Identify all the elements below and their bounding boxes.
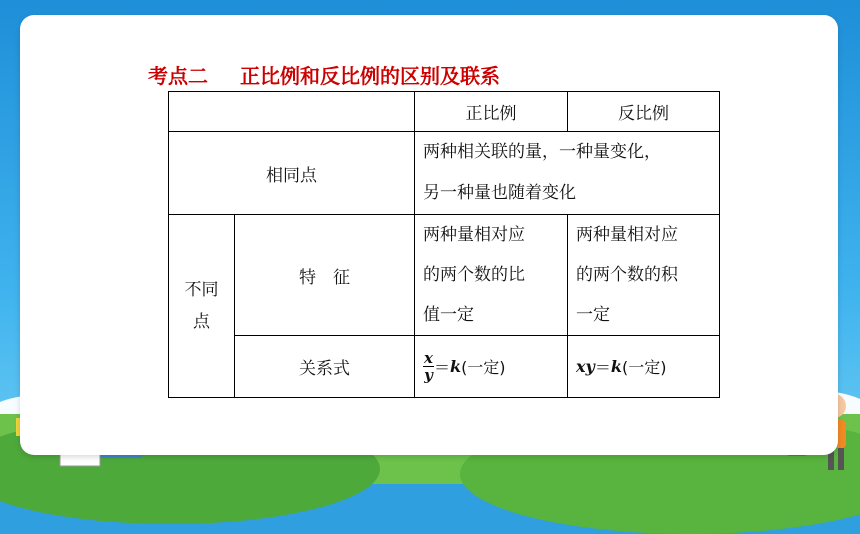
feature-label: 特 征 xyxy=(235,215,415,336)
equals-sign: ＝ xyxy=(433,358,450,377)
feature-direct-line: 的两个数的比 xyxy=(423,265,525,285)
table-row-same xyxy=(169,132,720,215)
diff-label-line-1: 不同 xyxy=(184,280,219,300)
constant-note: (一定) xyxy=(621,358,667,377)
table-header-row xyxy=(169,92,720,132)
product-xy: xy xyxy=(576,357,595,376)
table-row-feature xyxy=(169,215,720,336)
header-direct-proportion: 正比例 xyxy=(415,92,568,132)
comparison-table xyxy=(168,91,720,398)
feature-inverse xyxy=(568,215,720,336)
constant-k: k xyxy=(449,357,462,376)
feature-direct-line: 两种量相对应 xyxy=(423,225,525,245)
same-label: 相同点 xyxy=(169,132,415,215)
section-number: 考点二 xyxy=(148,64,208,88)
fraction-numerator: x xyxy=(424,349,433,367)
diff-label xyxy=(169,215,235,398)
fraction-x-over-y xyxy=(423,350,434,383)
section-heading: 正比例和反比例的区别及联系 xyxy=(240,64,500,88)
constant-k: k xyxy=(610,357,622,376)
relation-direct-formula xyxy=(415,336,568,398)
feature-inverse-line: 两种量相对应 xyxy=(576,225,678,245)
diff-label-line-2: 点 xyxy=(193,312,210,332)
fraction-denominator: y xyxy=(424,366,433,384)
section-title xyxy=(148,60,500,89)
relation-label: 关系式 xyxy=(235,336,415,398)
equals-sign: ＝ xyxy=(594,358,611,377)
same-line-1: 两种相关联的量，一种量变化， xyxy=(423,142,661,162)
feature-direct-line: 值一定 xyxy=(423,305,474,325)
same-description xyxy=(415,132,720,215)
header-inverse-proportion: 反比例 xyxy=(568,92,720,132)
feature-inverse-line: 一定 xyxy=(576,305,610,325)
feature-direct xyxy=(415,215,568,336)
relation-inverse-formula xyxy=(568,336,720,398)
table-row-relation xyxy=(169,336,720,398)
same-line-2: 另一种量也随着变化 xyxy=(423,183,576,203)
header-empty-cell xyxy=(169,92,415,132)
feature-inverse-line: 的两个数的积 xyxy=(576,265,678,285)
constant-note: (一定) xyxy=(461,358,506,377)
